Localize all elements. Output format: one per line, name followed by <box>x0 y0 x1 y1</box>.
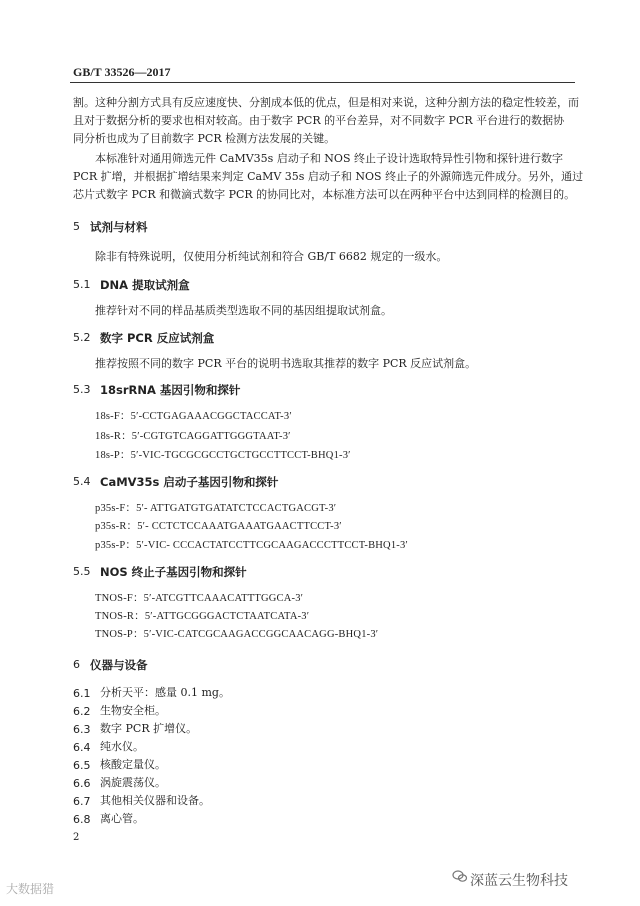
watermark-right: 深蓝云生物科技 <box>470 873 568 889</box>
probe-sequence: p35s-P：5′-VIC- CCCACTATCCTTCGCAAGACCCTTCCT-BHQ1-3′ <box>95 540 408 551</box>
section-number: 6 <box>73 658 80 671</box>
primer-sequence: 18s-R：5′-CGTGTCAGGATTGGGTAAT-3′ <box>95 431 291 442</box>
probe-sequence: TNOS-P：5′-VIC-CATCGCAAGACCGGCAACAGG-BHQ1-3′ <box>95 629 379 640</box>
primer-sequence: p35s-F：5′- ATTGATGTGATATCTCCACTGACGT-3′ <box>95 503 337 514</box>
intro-line: 同分析也成为了目前数字 PCR 检测方法发展的关键。 <box>73 132 336 145</box>
header-divider <box>70 82 575 83</box>
subsection-number: 5.3 <box>73 383 91 396</box>
subsection-title: NOS 终止子基因引物和探针 <box>100 565 247 579</box>
list-item: 分析天平：感量 0.1 mg。 <box>100 686 230 699</box>
list-item-number: 6.2 <box>73 705 91 718</box>
subsection-number: 5.2 <box>73 331 91 344</box>
wechat-icon <box>452 868 468 884</box>
list-item: 离心管。 <box>100 812 144 825</box>
list-item: 涡旋震荡仪。 <box>100 776 166 789</box>
watermark-left: 大数据猎 <box>6 882 55 896</box>
subsection-title: 18srRNA 基因引物和探针 <box>100 383 241 397</box>
list-item: 纯水仪。 <box>100 740 144 753</box>
primer-sequence: TNOS-R：5′-ATTGCGGGACTCTAATCATA-3′ <box>95 611 310 622</box>
intro-line: 且对于数据分析的要求也相对较高。由于数字 PCR 的平台差异，对不同数字 PCR 平台进行的数据协 <box>73 114 565 127</box>
standard-number-header: GB/T 33526—2017 <box>73 65 171 79</box>
primer-sequence: p35s-R：5′- CCTCTCCAAATGAAATGAACTTCCT-3′ <box>95 521 342 532</box>
subsection-title: 数字 PCR 反应试剂盒 <box>100 331 215 345</box>
list-item-number: 6.8 <box>73 813 91 826</box>
probe-sequence: 18s-P：5′-VIC-TGCGCGCCTGCTGCCTTCCT-BHQ1-3′ <box>95 450 351 461</box>
subsection-number: 5.1 <box>73 278 91 291</box>
intro-line: PCR 扩增，并根据扩增结果来判定 CaMV 35s 启动子和 NOS 终止子的外源筛选元件成分。另外，通过 <box>73 170 584 183</box>
list-item-number: 6.1 <box>73 687 91 700</box>
section-text: 除非有特殊说明，仅使用分析纯试剂和符合 GB/T 6682 规定的一级水。 <box>95 250 448 263</box>
list-item-number: 6.4 <box>73 741 91 754</box>
subsection-title: DNA 提取试剂盒 <box>100 278 190 292</box>
intro-line: 本标准针对通用筛选元件 CaMV35s 启动子和 NOS 终止子设计选取特异性引物和探针进行数字 <box>95 152 563 165</box>
list-item-number: 6.5 <box>73 759 91 772</box>
list-item: 核酸定量仪。 <box>100 758 166 771</box>
subsection-number: 5.5 <box>73 565 91 578</box>
primer-sequence: 18s-F：5′-CCTGAGAAACGGCTACCAT-3′ <box>95 411 292 422</box>
subsection-number: 5.4 <box>73 475 91 488</box>
section-title: 试剂与材料 <box>90 220 148 234</box>
section-title: 仪器与设备 <box>90 658 148 672</box>
section-number: 5 <box>73 220 80 233</box>
list-item: 其他相关仪器和设备。 <box>100 794 210 807</box>
page-number: 2 <box>73 832 80 843</box>
list-item-number: 6.7 <box>73 795 91 808</box>
primer-sequence: TNOS-F：5′-ATCGTTCAAACATTTGGCA-3′ <box>95 593 304 604</box>
list-item: 生物安全柜。 <box>100 704 166 717</box>
intro-line: 割。这种分割方式具有反应速度快、分割成本低的优点，但是相对来说，这种分割方法的稳定性较差，而 <box>73 96 579 109</box>
list-item-number: 6.6 <box>73 777 91 790</box>
subsection-title: CaMV35s 启动子基因引物和探针 <box>100 475 279 489</box>
list-item: 数字 PCR 扩增仪。 <box>100 722 198 735</box>
intro-line: 芯片式数字 PCR 和微滴式数字 PCR 的协同比对，本标准方法可以在两种平台中达到同样的检测目的。 <box>73 188 576 201</box>
list-item-number: 6.3 <box>73 723 91 736</box>
subsection-text: 推荐按照不同的数字 PCR 平台的说明书选取其推荐的数字 PCR 反应试剂盒。 <box>95 357 477 370</box>
subsection-text: 推荐针对不同的样品基质类型选取不同的基因组提取试剂盒。 <box>95 304 392 317</box>
